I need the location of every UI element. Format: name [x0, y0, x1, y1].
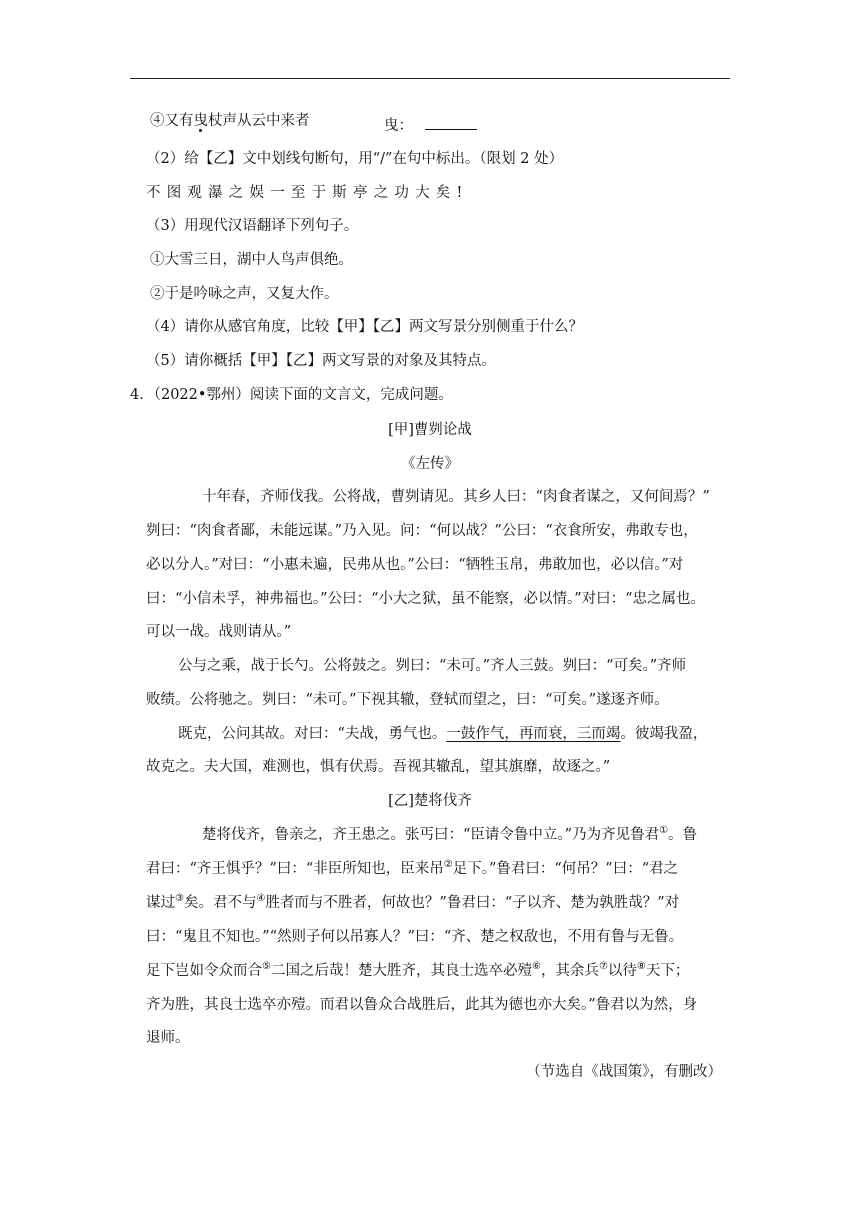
yi-text: 矣。君不与	[183, 895, 257, 911]
yi-text: 胜者而与不胜者，何故也？”鲁君曰：“子以齐、楚为孰胜哉？”对	[265, 895, 680, 911]
yi-text: 谋过	[146, 895, 175, 911]
yi-line: 齐为胜，其良士选卒亦殪。而君以鲁众合战胜后，此其为德也亦大矣。”鲁君以为然，身	[146, 997, 698, 1013]
jia-title: [甲]曹刿论战	[388, 422, 472, 438]
q3-sub3: （3）用现代汉语翻译下列句子。	[146, 218, 359, 234]
yi-line	[146, 893, 679, 913]
answer-blank	[425, 115, 477, 130]
yi-text: 。鲁	[668, 827, 698, 843]
jia-p2-line: 败绩。公将驰之。刿曰：“未可。”下视其辙，登轼而望之，曰：“可矣。”遂逐齐师。	[146, 692, 669, 708]
header-rule	[130, 78, 730, 79]
q3-sub2: （2）给【乙】文中划线句断句，用“/”在句中标出。（限划 2 处）	[146, 151, 564, 167]
footnote-mark: ⑧	[636, 961, 646, 973]
yi-text: 二国之后哉！楚大胜齐，其良士选卒必殪	[270, 963, 532, 979]
footnote-mark: ⑥	[531, 961, 541, 973]
yi-text: ，其余兵	[540, 963, 599, 979]
jia-p3-text: 。彼竭我盈，	[620, 726, 708, 742]
jia-p1-line: 曰：“小信未孚，神弗福也。”公曰：“小大之狱，虽不能察，必以情。”对曰：“忠之属也。	[146, 591, 706, 607]
q3-item4-pre: ④又有	[150, 113, 194, 129]
yi-title: [乙]楚将伐齐	[388, 793, 472, 809]
yi-text: 足下岂如令众而合	[146, 963, 262, 979]
q4-stem: 4．（2022•鄂州）阅读下面的文言文，完成问题。	[130, 387, 453, 403]
jia-underlined-sentence: 一鼓作气，再而衰，三而竭	[446, 726, 621, 742]
jia-p1-line: 可以一战。战则请从。”	[146, 624, 292, 640]
jia-p3-line	[178, 724, 707, 744]
jia-source: 《左传》	[401, 456, 459, 472]
jia-p2-line: 公与之乘，战于长勺。公将鼓之。刿曰：“未可。”齐人三鼓。刿曰：“可矣。”齐师	[178, 658, 687, 674]
yi-line: 退师。	[146, 1030, 190, 1046]
jia-p3-line: 故克之。夫大国，难测也，惧有伏焉。吾视其辙乱，望其旗靡，故逐之。”	[146, 759, 611, 775]
yi-line	[202, 825, 697, 845]
yi-text: 楚将伐齐，鲁亲之，齐王患之。张丐曰：“臣请令鲁中立。”乃为齐见鲁君	[202, 827, 660, 843]
footnote-mark: ①	[659, 825, 669, 837]
yi-source-note: （节选自《战国策》，有删改）	[526, 1064, 722, 1080]
q3-item4-line	[150, 111, 310, 131]
footnote-mark: ④	[256, 893, 266, 905]
footnote-mark: ⑦	[598, 961, 608, 973]
yi-text: 足下。”鲁君曰：“何吊？”曰：“君之	[452, 861, 679, 877]
q3-sub3-item1: ①大雪三日，湖中人鸟声俱绝。	[150, 252, 353, 268]
q3-sub4: （4）请你从感官角度，比较【甲】【乙】两文写景分别侧重于什么？	[146, 319, 583, 335]
jia-p1-line: 十年春，齐师伐我。公将战，曹刿请见。其乡人曰：“肉食者谋之，又何间焉？”	[202, 489, 710, 505]
jia-p3-text: 既克，公问其故。对曰：“夫战，勇气也。	[178, 726, 447, 742]
q3-item4-dotted-char: 曳	[193, 113, 208, 129]
yi-text: 君曰：“齐王惧乎？”曰：“非臣所知也，臣来吊	[146, 861, 444, 877]
q3-item4-post: 杖声从云中来者	[208, 113, 310, 129]
footnote-mark: ②	[443, 859, 453, 871]
q3-sub2-sentence: 不图观瀑之娱一至于斯亭之功大矣!	[146, 185, 469, 201]
q3-sub5: （5）请你概括【甲】【乙】两文写景的对象及其特点。	[146, 353, 496, 369]
yi-line: 曰：“鬼且不知也。”“然则子何以吊寡人？”曰：“齐、楚之权敌也，不用有鲁与无鲁。	[146, 929, 684, 945]
jia-p1-line: 刿曰：“肉食者鄙，未能远谋。”乃入见。问：“何以战？”公曰：“衣食所安，弗敢专也，	[146, 523, 698, 539]
jia-p1-line: 必以分人。”对曰：“小惠未遍，民弗从也。”公曰：“牺牲玉帛，弗敢加也，必以信。”对	[146, 557, 684, 573]
q3-item4-word: 曳：	[384, 118, 413, 134]
footnote-mark: ⑤	[262, 961, 271, 973]
yi-text: 天下；	[645, 963, 690, 979]
yi-line	[146, 859, 678, 879]
footnote-mark: ③	[175, 893, 184, 905]
q3-sub3-item2: ②于是吟咏之声，又复大作。	[150, 286, 339, 302]
yi-text: 以待	[607, 963, 637, 979]
q3-item4-answer	[384, 115, 477, 136]
yi-line	[146, 961, 689, 981]
